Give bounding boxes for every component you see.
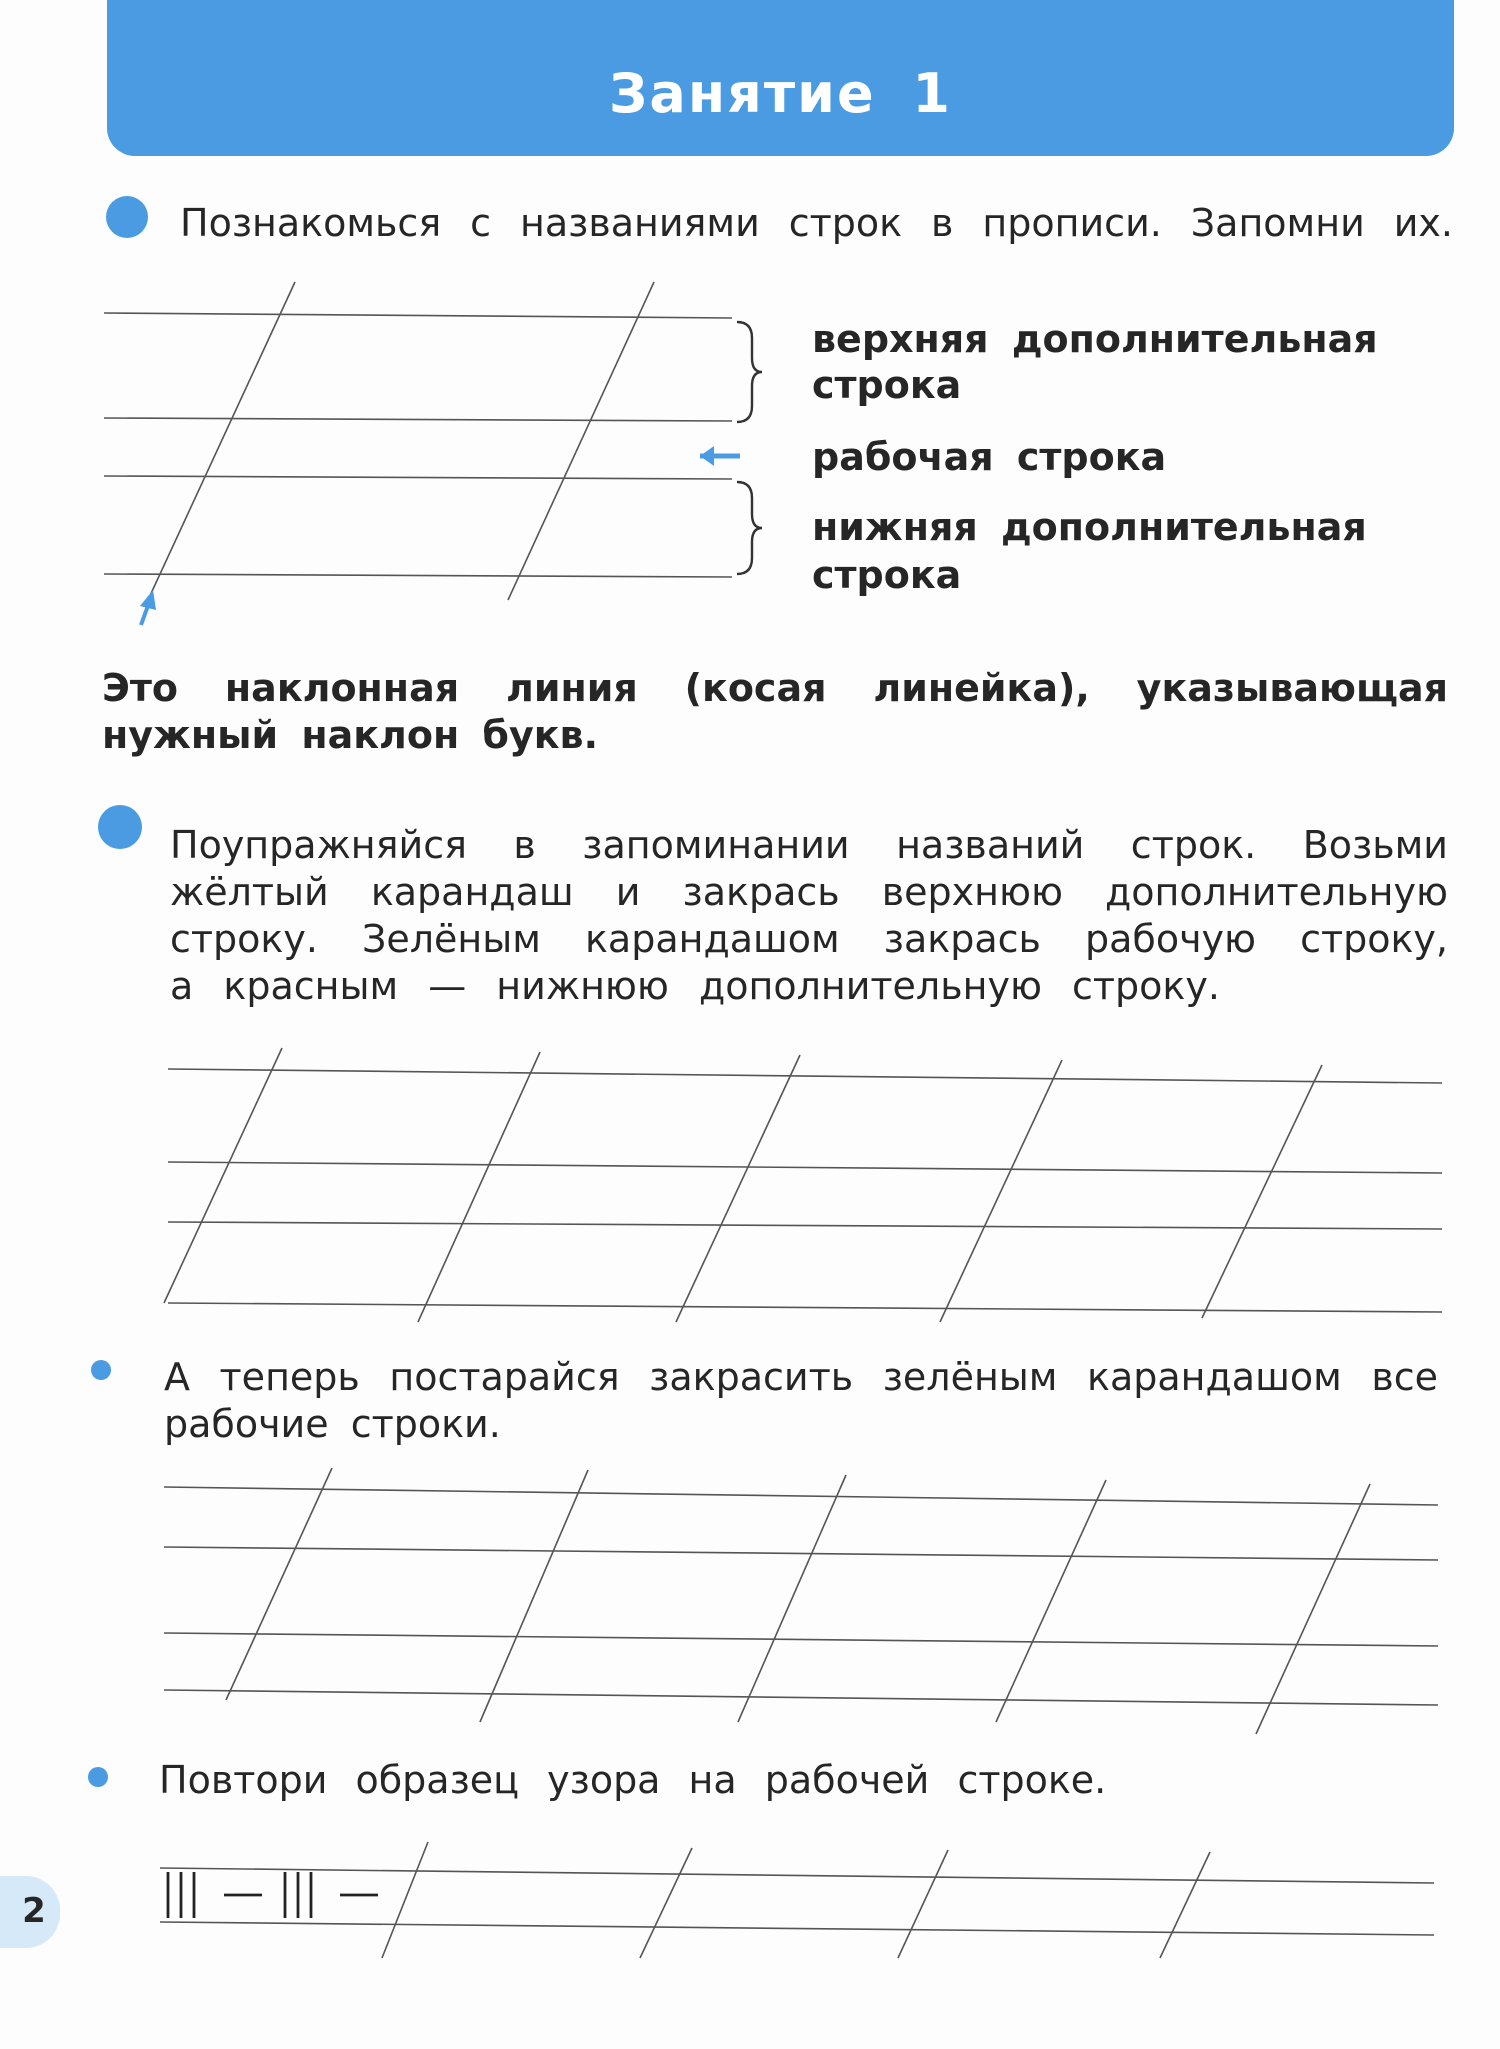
pattern-sample [168, 1872, 378, 1918]
exercise-ruling-1 [164, 1048, 1442, 1322]
legend-working: рабочая строка [812, 435, 1167, 479]
slant-note-line1: Это наклонная линия (косая линейка), указывающая [102, 666, 1448, 710]
exercise-ruling-2 [164, 1468, 1438, 1734]
section3-line1: А теперь постарайся закрасить зелёным карандашом все [164, 1355, 1438, 1399]
section1-instruction: Познакомься с названиями строк в прописи. Запомни их. [180, 201, 1453, 245]
legend-lower-line2: строка [812, 553, 962, 597]
section4-instruction: Повтори образец узора на рабочей строке. [159, 1758, 1107, 1802]
section2-line2: жёлтый карандаш и закрась верхнюю дополнительную [170, 870, 1448, 914]
legend-lower-line1: нижняя дополнительная [812, 505, 1367, 549]
legend-upper-line2: строка [812, 363, 962, 407]
lesson-title: Занятие 1 [609, 62, 952, 125]
section2-line3: строку. Зелёным карандашом закрась рабочую строку, [170, 917, 1448, 961]
curly-brace-icon [737, 482, 762, 574]
legend-upper-line1: верхняя дополнительная [812, 317, 1378, 361]
section3-line2: рабочие строки. [164, 1402, 501, 1446]
left-arrow-icon [700, 446, 740, 466]
demo-ruling [104, 282, 732, 600]
page-number: 2 [22, 1891, 46, 1931]
section2-line1: Поупражняйся в запоминании названий строк. Возьми [170, 823, 1448, 867]
pattern-ruling [160, 1842, 1434, 1958]
up-arrow-icon [140, 590, 156, 625]
section2-line4: а красным — нижнюю дополнительную строку. [170, 964, 1220, 1008]
curly-brace-icon [737, 322, 762, 422]
slant-note-line2: нужный наклон букв. [102, 713, 599, 757]
